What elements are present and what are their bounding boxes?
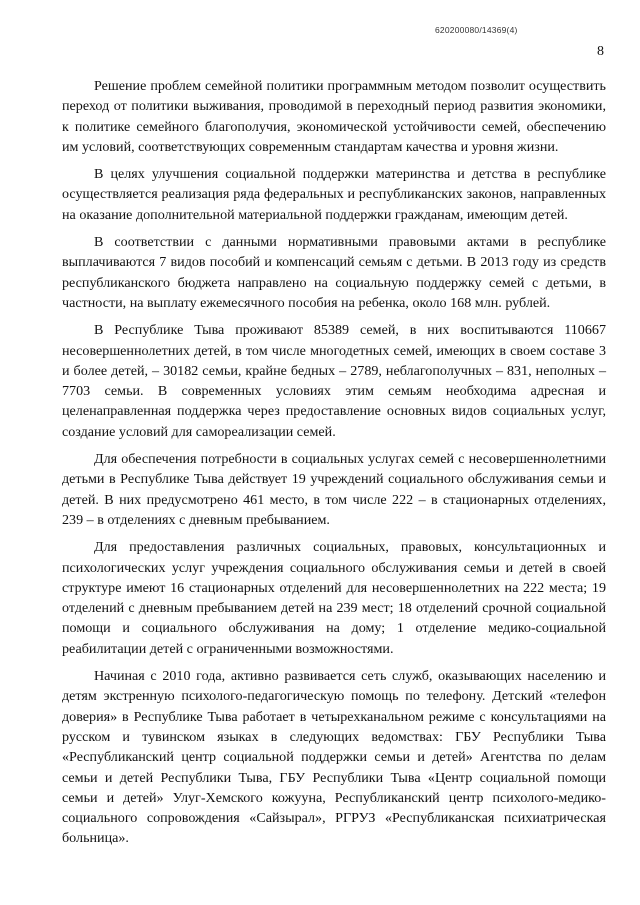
page-number: 8 xyxy=(597,44,604,59)
paragraph-family-policy: Решение проблем семейной политики программным методом позволит осуществить переход от политики выживания, проводимой в переходный период развития экономики, к политике семейного благополучия, экономической устойчивости семей, обеспечению им условий, соответствующих современным стандартам качества и уровня жизни. xyxy=(62,78,606,155)
paragraph-benefits: В соответствии с данными нормативными правовыми актами в республике выплачиваются 7 видов пособий и компенсаций семьям с детьми. В 2013 году из средств республиканского бюджета направлено на социальную поддержку семей с детьми, в частности, на выплату ежемесячного пособия на ребенка, около 168 млн. рублей. xyxy=(62,234,606,311)
paragraph-helpline: Начиная с 2010 года, активно развивается сеть служб, оказывающих населению и детям экстренную психолого-педагогическую помощь по телефону. Детский «телефон доверия» в Республике Тыва работает в четырехканальном режиме с консультациями на русском и тувинском языках в следующих ведомствах: ГБУ Республики Тыва «Республиканский центр социальной поддержки семьи и детей» Агентства по делам семьи и детей Республики Тыва, ГБУ Республики Тыва «Центр социальной помощи семьи и детей» Улуг-Хемского кожууна, Республиканский центр психолого-медико-социального сопровождения «Сайзырал», РГРУЗ «Республиканская психиатрическая больница». xyxy=(62,668,606,847)
document-body xyxy=(62,76,606,856)
paragraph-family-statistics: В Республике Тыва проживают 85389 семей, в них воспитываются 110667 несовершеннолетних детей, в том числе многодетных семей, имеющих в своем составе 3 и более детей, – 30182 семьи, крайне бедных – 2789, неблагополучных – 831, неполных – 7703 семьи. В современных условиях этим семьям необходима адресная и целенаправленная поддержка через предоставление основных видов социальных услуг, создание условий для самореализации семей. xyxy=(62,322,606,440)
paragraph-social-support-laws: В целях улучшения социальной поддержки материнства и детства в республике осуществляется реализация ряда федеральных и республиканских законов, направленных на оказание дополнительной материальной поддержки гражданам, имеющим детей. xyxy=(62,166,606,223)
paragraph-service-institutions: Для обеспечения потребности в социальных услугах семей с несовершеннолетними детьми в Республике Тыва действует 19 учреждений социального обслуживания семьи и детей. В них предусмотрено 461 место, в том числе 222 – в стационарных отделениях, 239 – в отделениях с дневным пребыванием. xyxy=(62,451,606,528)
paragraph-departments: Для предоставления различных социальных, правовых, консультационных и психологических услуг учреждения социального обслуживания семьи и детей в своей структуре имеют 16 стационарных отделений для несовершеннолетних на 222 места; 19 отделений с дневным пребыванием детей на 239 мест; 18 отделений срочной социальной помощи и социального обслуживания на дому; 1 отделение медико-социальной реабилитации детей с ограниченными возможностями. xyxy=(62,539,606,657)
document-code: 620200080/14369(4) xyxy=(435,25,518,35)
